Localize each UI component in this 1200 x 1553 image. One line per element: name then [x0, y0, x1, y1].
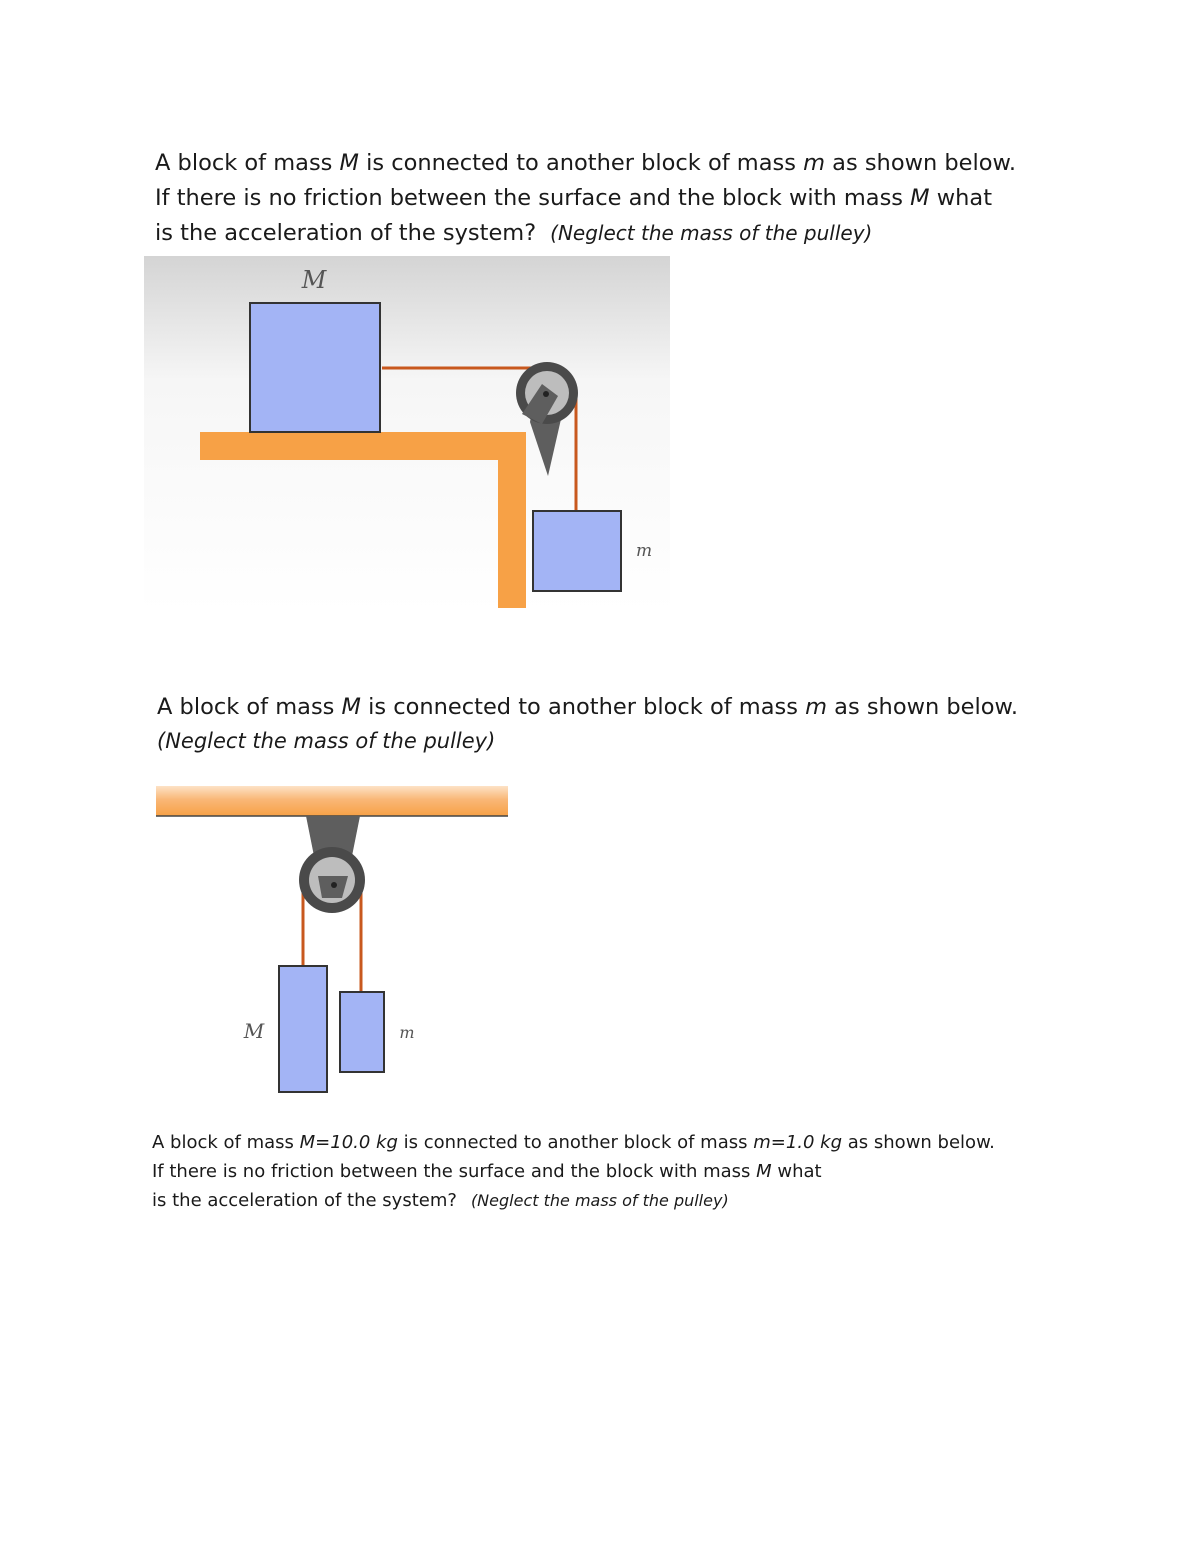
block-m: [533, 511, 621, 591]
pulley-axle: [331, 882, 337, 888]
text-segment: A block of mass: [155, 150, 340, 176]
text-segment: If there is no friction between the surface and the block with mass: [152, 1161, 757, 1182]
variable-m: m: [805, 694, 828, 720]
problem2-line1: [157, 690, 1018, 724]
text-segment: as shown below.: [827, 694, 1019, 720]
text-segment: is the acceleration of the system?: [155, 220, 537, 246]
ceiling: [156, 786, 508, 816]
text-segment: If there is no friction between the surface and the block with mass: [155, 185, 911, 211]
variable-M: M: [341, 694, 361, 720]
text-segment: what: [771, 1161, 822, 1182]
problem1-line2: [155, 181, 1016, 216]
variable-m: m: [803, 150, 826, 176]
variable-M: M: [339, 150, 359, 176]
text-segment: is connected to another block of mass: [397, 1132, 754, 1153]
pulley-note: (Neglect the mass of the pulley): [157, 729, 496, 753]
problem1-line3: [155, 216, 1016, 251]
text-segment: is connected to another block of mass: [358, 150, 804, 176]
text-segment: is connected to another block of mass: [360, 694, 806, 720]
problem1-line1: [155, 146, 1016, 181]
pulley-note: (Neglect the mass of the pulley): [550, 221, 873, 245]
block-m: [340, 992, 384, 1072]
problem3-line1: [152, 1128, 995, 1157]
problem2-text: [157, 690, 1018, 758]
problem2-line2: [157, 724, 1018, 758]
label-M: M: [301, 266, 327, 294]
text-segment: is the acceleration of the system?: [152, 1190, 457, 1211]
pulley-note: (Neglect the mass of the pulley): [470, 1191, 729, 1210]
problem3-line2: [152, 1157, 995, 1186]
variable-M: M: [910, 185, 930, 211]
text-segment: as shown below.: [842, 1132, 995, 1153]
text-segment: what: [929, 185, 993, 211]
label-m: m: [399, 1023, 415, 1042]
block-M: [250, 303, 380, 432]
pulley-axle: [543, 391, 549, 397]
problem3-text: [152, 1128, 995, 1215]
variable-M-value: M=10.0 kg: [299, 1132, 398, 1153]
problem1-text: [155, 146, 1016, 251]
label-M: M: [243, 1019, 265, 1043]
problem3-line3: [152, 1186, 995, 1215]
text-segment: A block of mass: [152, 1132, 300, 1153]
figure-atwood-machine: [152, 780, 512, 1100]
figure-table-pulley: [144, 256, 670, 612]
text-segment: A block of mass: [157, 694, 342, 720]
label-m: m: [635, 541, 653, 561]
variable-M: M: [756, 1161, 772, 1182]
variable-m-value: m=1.0 kg: [753, 1132, 843, 1153]
block-M: [279, 966, 327, 1092]
text-segment: as shown below.: [825, 150, 1017, 176]
